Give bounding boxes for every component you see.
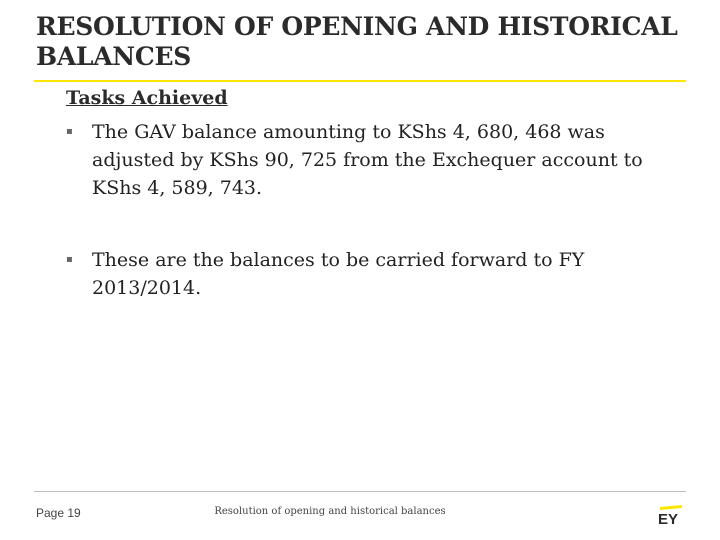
bullet-item xyxy=(66,246,682,302)
page-number: Page 19 xyxy=(36,506,81,520)
title-divider xyxy=(34,80,686,82)
slide-title: RESOLUTION OF OPENING AND HISTORICAL BALANCES xyxy=(36,12,678,71)
bullet-text: These are the balances to be carried forward to FY 2013/2014. xyxy=(92,249,585,299)
bullet-marker: ▪ xyxy=(66,126,73,137)
bullet-marker: ▪ xyxy=(66,254,73,265)
ey-logo-icon xyxy=(656,504,686,526)
bullet-item xyxy=(66,118,682,202)
logo-text: EY xyxy=(658,511,679,526)
footer-title: Resolution of opening and historical balances xyxy=(214,506,446,517)
section-subheading: Tasks Achieved xyxy=(66,87,228,109)
bullet-text: The GAV balance amounting to KShs 4, 680, 468 was adjusted by KShs 90, 725 from the Exchequer account to KShs 4, 589, 743. xyxy=(92,121,643,199)
footer-divider xyxy=(34,491,686,492)
